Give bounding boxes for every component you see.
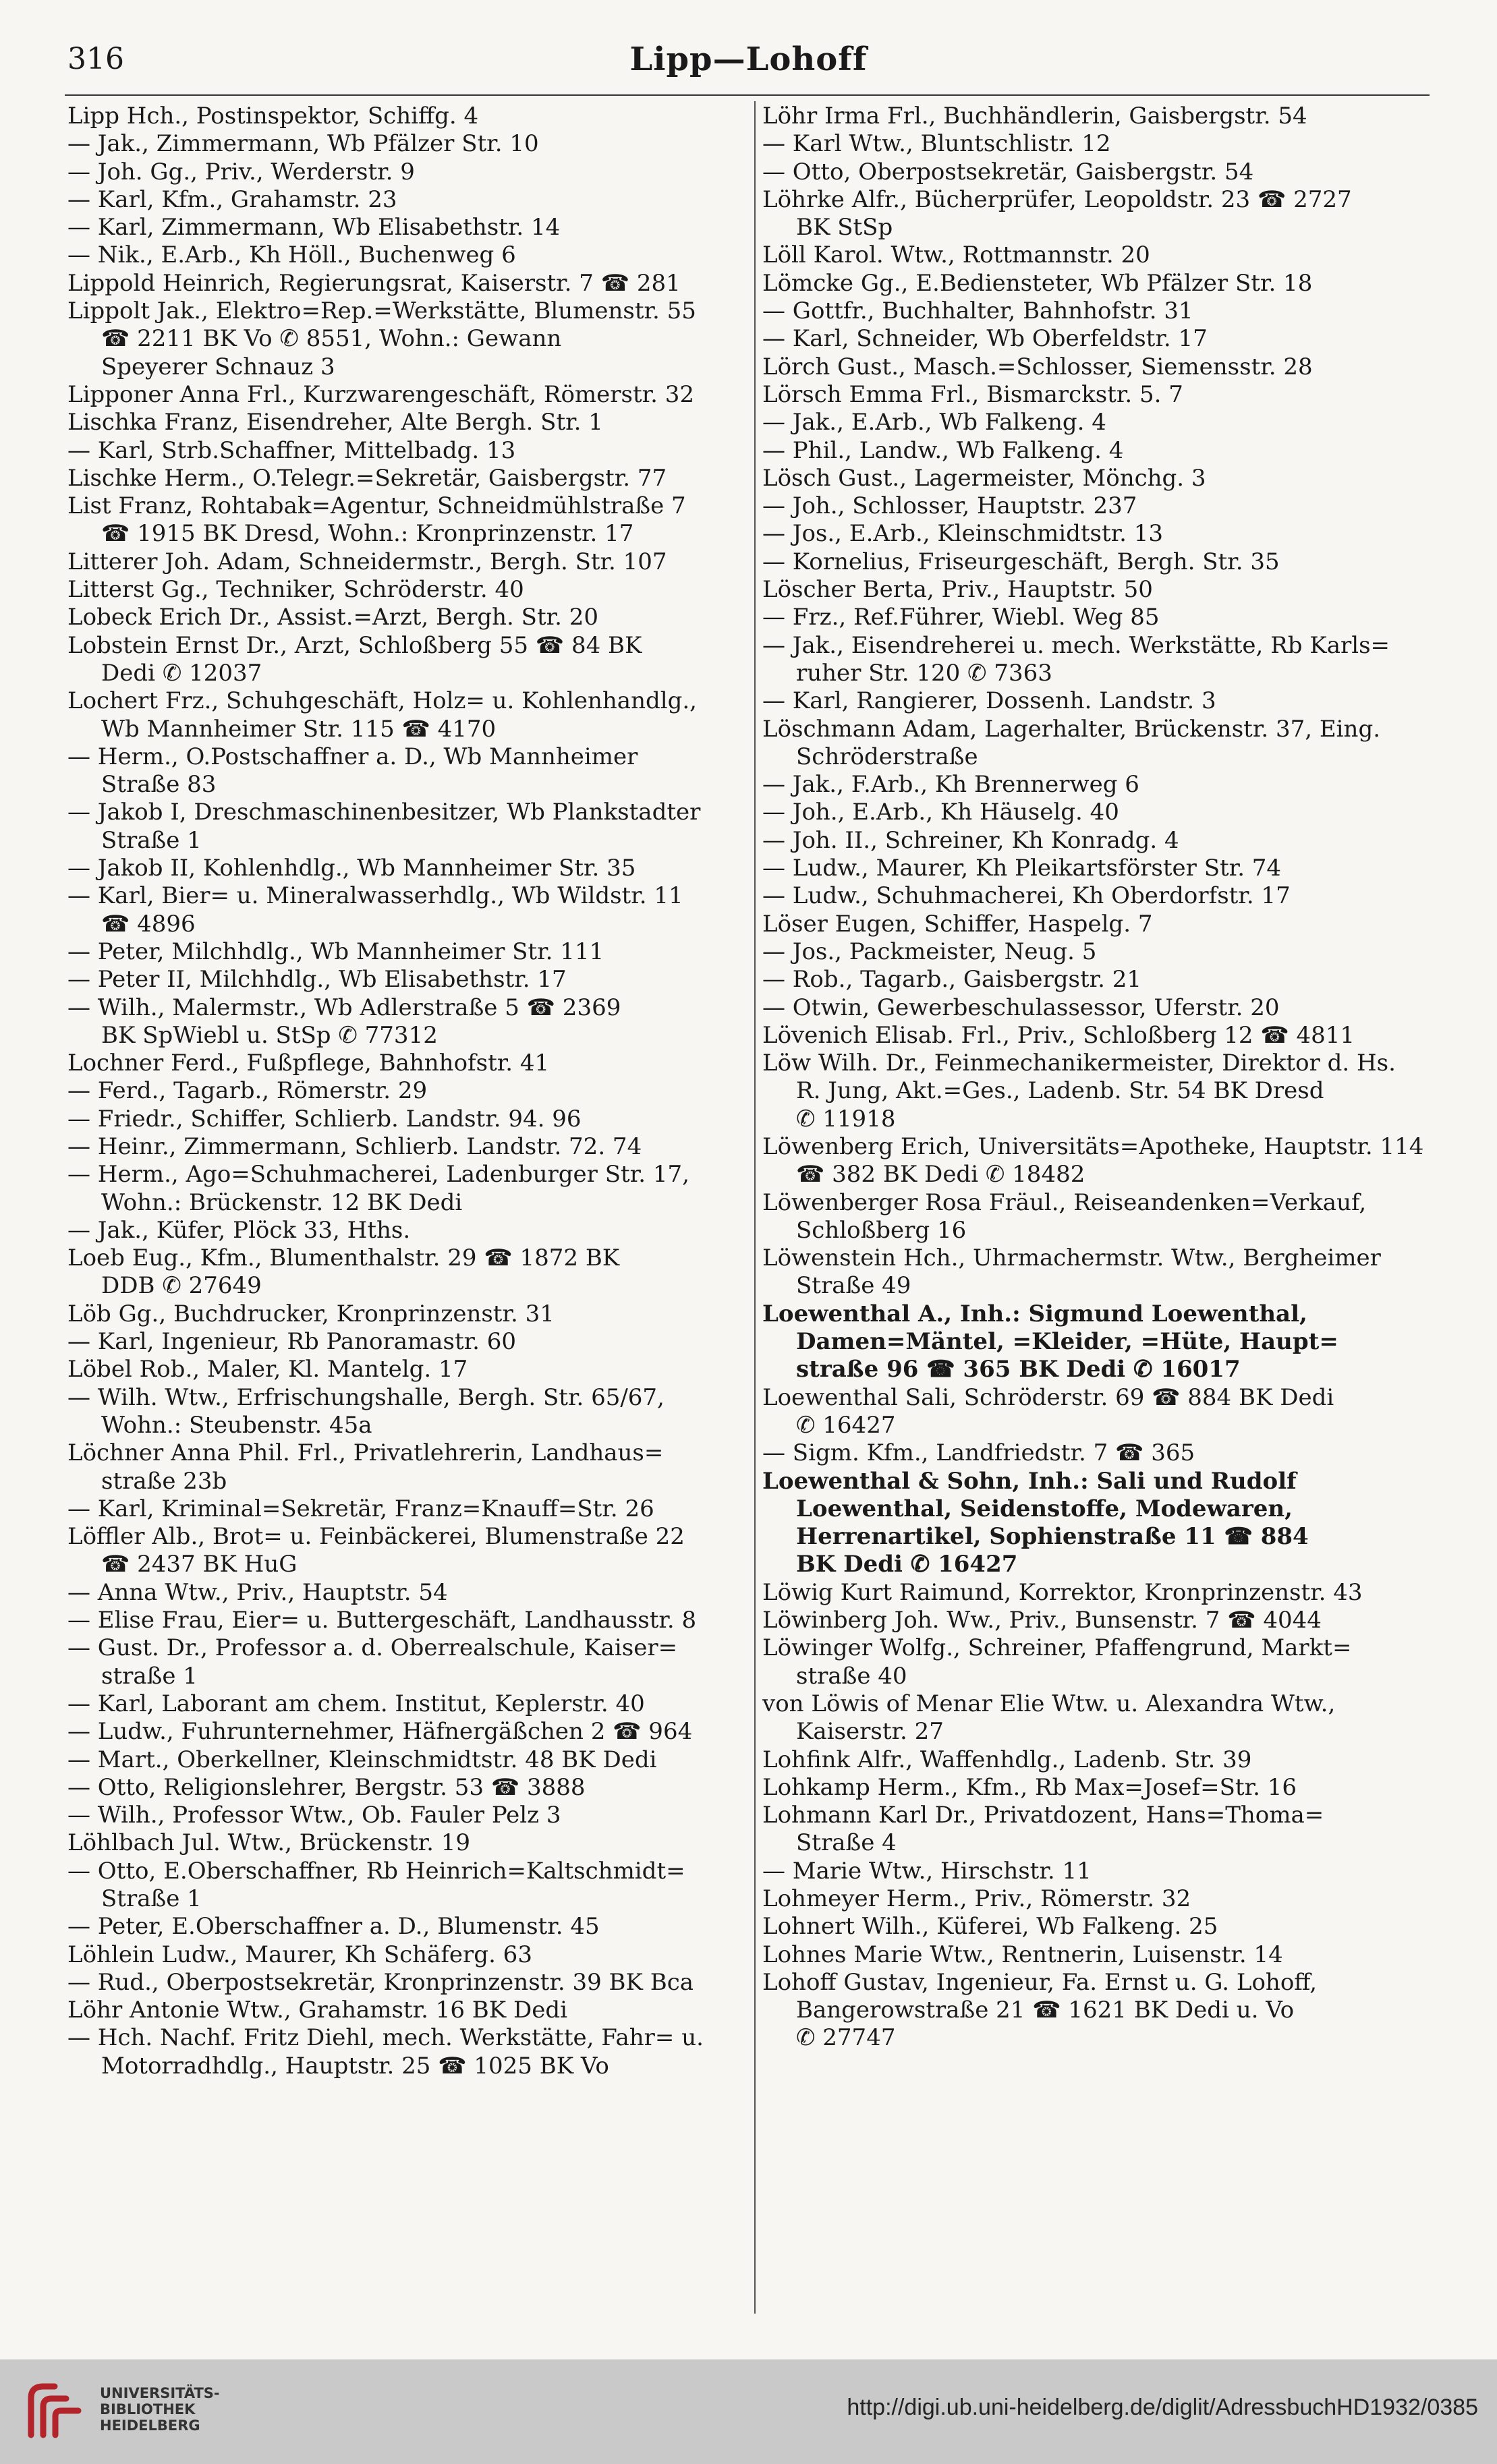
directory-entry: Löwinberg Joh. Ww., Priv., Bunsenstr. 7 ☎ 4044 — [762, 1607, 1322, 1634]
directory-entry: Lohoff Gustav, Ingenieur, Fa. Ernst u. G. Lohoff, — [762, 1968, 1318, 1996]
directory-entry: — Mart., Oberkellner, Kleinschmidtstr. 48 BK Dedi — [67, 1746, 657, 1773]
directory-entry-continuation: straße 40 — [796, 1662, 907, 1690]
directory-entry: Lohfink Alfr., Waffenhdlg., Ladenb. Str. 39 — [762, 1746, 1252, 1773]
directory-entry: Lohnes Marie Wtw., Rentnerin, Luisenstr. 14 — [762, 1941, 1283, 1968]
directory-entry: — Gottfr., Buchhalter, Bahnhofstr. 31 — [762, 297, 1193, 325]
page-number: 316 — [67, 42, 124, 76]
directory-entry-continuation: straße 23b — [101, 1467, 227, 1495]
directory-entry: — Ludw., Maurer, Kh Pleikartsförster Str. 74 — [762, 855, 1282, 882]
directory-entry: — Otto, Religionslehrer, Bergstr. 53 ☎ 3888 — [67, 1773, 586, 1801]
directory-entry: — Joh., E.Arb., Kh Häuselg. 40 — [762, 799, 1119, 826]
directory-entry: — Karl, Strb.Schaffner, Mittelbadg. 13 — [67, 436, 516, 464]
directory-entry-continuation: Motorradhdlg., Hauptstr. 25 ☎ 1025 BK Vo — [101, 2052, 609, 2080]
directory-entry-continuation: Wb Mannheimer Str. 115 ☎ 4170 — [101, 715, 497, 743]
directory-entry: Loeb Eug., Kfm., Blumenthalstr. 29 ☎ 1872 BK — [67, 1244, 620, 1272]
column-divider — [754, 101, 756, 2314]
library-name-line2: BIBLIOTHEK — [100, 2401, 196, 2417]
directory-entry: Lippolt Jak., Elektro=Rep.=Werkstätte, Blumenstr. 55 — [67, 297, 696, 325]
directory-entry-continuation: ruher Str. 120 ✆ 7363 — [796, 659, 1052, 687]
footer-bar — [0, 2359, 1497, 2464]
directory-entry: Löhrke Alfr., Bücherprüfer, Leopoldstr. 23 ☎ 2727 — [762, 185, 1352, 213]
directory-entry: Lipponer Anna Frl., Kurzwarengeschäft, Römerstr. 32 — [67, 380, 695, 408]
directory-entry: — Elise Frau, Eier= u. Buttergeschäft, Landhausstr. 8 — [67, 1607, 697, 1634]
source-url-link[interactable]: http://digi.ub.uni-heidelberg.de/diglit/AdressbuchHD1932/0385 — [847, 2395, 1478, 2420]
directory-entry-continuation: Schloßberg 16 — [796, 1216, 967, 1244]
directory-entry: Lömcke Gg., E.Bediensteter, Wb Pfälzer Str. 18 — [762, 269, 1313, 297]
directory-entry: Lochner Ferd., Fußpflege, Bahnhofstr. 41 — [67, 1050, 550, 1077]
directory-entry: — Ferd., Tagarb., Römerstr. 29 — [67, 1077, 428, 1105]
directory-entry: — Rud., Oberpostsekretär, Kronprinzenstr. 39 BK Bca — [67, 1968, 694, 1996]
directory-entry: — Karl, Schneider, Wb Oberfeldstr. 17 — [762, 325, 1208, 353]
directory-entry: — Rob., Tagarb., Gaisbergstr. 21 — [762, 966, 1142, 994]
directory-entry: — Ludw., Schuhmacherei, Kh Oberdorfstr. 17 — [762, 882, 1291, 910]
directory-entry: Löhr Irma Frl., Buchhändlerin, Gaisbergstr. 54 — [762, 103, 1307, 130]
directory-entry: Lohkamp Herm., Kfm., Rb Max=Josef=Str. 16 — [762, 1773, 1297, 1801]
directory-entry: — Karl, Kriminal=Sekretär, Franz=Knauff=Str. 26 — [67, 1495, 654, 1522]
directory-entry: Löwenberger Rosa Fräul., Reiseandenken=Verkauf, — [762, 1188, 1367, 1216]
directory-entry: Loewenthal A., Inh.: Sigmund Loewenthal, — [762, 1300, 1307, 1327]
directory-entry: — Peter, E.Oberschaffner a. D., Blumenstr. 45 — [67, 1913, 600, 1941]
directory-entry-continuation: Schröderstraße — [796, 743, 978, 770]
directory-entry-continuation: DDB ✆ 27649 — [101, 1272, 262, 1300]
directory-entry: Löhr Antonie Wtw., Grahamstr. 16 BK Dedi — [67, 1997, 568, 2024]
directory-entry-continuation: Loewenthal, Seidenstoffe, Modewaren, — [796, 1495, 1293, 1522]
directory-entry: Litterer Joh. Adam, Schneidermstr., Bergh. Str. 107 — [67, 548, 667, 575]
directory-entry: Lösch Gust., Lagermeister, Mönchg. 3 — [762, 464, 1206, 492]
directory-entry: Löchner Anna Phil. Frl., Privatlehrerin, Landhaus= — [67, 1439, 664, 1467]
directory-entry: Löffler Alb., Brot= u. Feinbäckerei, Blumenstraße 22 — [67, 1523, 685, 1551]
directory-entry: Lippold Heinrich, Regierungsrat, Kaiserstr. 7 ☎ 281 — [67, 269, 681, 297]
directory-entry: — Jakob I, Dreschmaschinenbesitzer, Wb Plankstadter — [67, 799, 701, 826]
directory-entry: — Otwin, Gewerbeschulassessor, Uferstr. 20 — [762, 994, 1280, 1021]
directory-entry: Löhlein Ludw., Maurer, Kh Schäferg. 63 — [67, 1941, 532, 1968]
directory-entry: — Karl Wtw., Bluntschlistr. 12 — [762, 130, 1111, 158]
directory-entry: Löschmann Adam, Lagerhalter, Brückenstr. 37, Eing. — [762, 715, 1381, 743]
directory-entry: Löw Wilh. Dr., Feinmechanikermeister, Direktor d. Hs. — [762, 1050, 1396, 1077]
directory-entry: — Wilh. Wtw., Erfrischungshalle, Bergh. Str. 65/67, — [67, 1383, 665, 1411]
directory-entry: Löhlbach Jul. Wtw., Brückenstr. 19 — [67, 1829, 471, 1857]
directory-entry: — Jos., E.Arb., Kleinschmidtstr. 13 — [762, 520, 1164, 548]
directory-entry-continuation: ☎ 382 BK Dedi ✆ 18482 — [796, 1161, 1085, 1188]
directory-entry-continuation: Dedi ✆ 12037 — [101, 659, 262, 687]
directory-entry-continuation: ☎ 2437 BK HuG — [101, 1551, 298, 1578]
directory-entry: Löscher Berta, Priv., Hauptstr. 50 — [762, 576, 1153, 604]
directory-entry: — Herm., Ago=Schuhmacherei, Ladenburger Str. 17, — [67, 1161, 689, 1188]
directory-entry: — Heinr., Zimmermann, Schlierb. Landstr. 72. 74 — [67, 1133, 642, 1160]
directory-entry: Löb Gg., Buchdrucker, Kronprinzenstr. 31 — [67, 1300, 555, 1327]
running-head: Lipp—Lohoff — [629, 40, 868, 78]
directory-entry: — Hch. Nachf. Fritz Diehl, mech. Werkstätte, Fahr= u. — [67, 2024, 704, 2052]
directory-entry-continuation: ✆ 16427 — [796, 1411, 896, 1439]
directory-entry: — Otto, Oberpostsekretär, Gaisbergstr. 54 — [762, 158, 1254, 185]
directory-entry: — Herm., O.Postschaffner a. D., Wb Mannheimer — [67, 743, 638, 770]
directory-entry: Löll Karol. Wtw., Rottmannstr. 20 — [762, 241, 1150, 269]
directory-entry: — Karl, Ingenieur, Rb Panoramastr. 60 — [67, 1328, 517, 1356]
directory-entry: — Karl, Rangierer, Dossenh. Landstr. 3 — [762, 687, 1216, 715]
directory-entry: — Gust. Dr., Professor a. d. Oberrealschule, Kaiser= — [67, 1634, 678, 1662]
directory-entry-continuation: Straße 1 — [101, 826, 202, 854]
directory-entry: — Nik., E.Arb., Kh Höll., Buchenweg 6 — [67, 241, 516, 269]
directory-entry-continuation: Straße 49 — [796, 1272, 911, 1300]
directory-entry: Lochert Frz., Schuhgeschäft, Holz= u. Kohlenhandlg., — [67, 687, 697, 715]
directory-entry: List Franz, Rohtabak=Agentur, Schneidmühlstraße 7 — [67, 492, 686, 520]
directory-entry-continuation: Straße 4 — [796, 1829, 897, 1857]
directory-entry: — Marie Wtw., Hirschstr. 11 — [762, 1857, 1092, 1885]
directory-entry: — Jak., F.Arb., Kh Brennerweg 6 — [762, 771, 1139, 799]
directory-entry-continuation: Herrenartikel, Sophienstraße 11 ☎ 884 — [796, 1523, 1309, 1551]
directory-entry-continuation: Wohn.: Steubenstr. 45a — [101, 1411, 372, 1439]
directory-entry: — Jakob II, Kohlenhdlg., Wb Mannheimer Str. 35 — [67, 855, 636, 882]
directory-entry: Lischke Herm., O.Telegr.=Sekretär, Gaisbergstr. 77 — [67, 464, 667, 492]
directory-entry-continuation: R. Jung, Akt.=Ges., Ladenb. Str. 54 BK Dresd — [796, 1077, 1324, 1105]
directory-entry: — Otto, E.Oberschaffner, Rb Heinrich=Kaltschmidt= — [67, 1857, 685, 1885]
directory-entry: Lörsch Emma Frl., Bismarckstr. 5. 7 — [762, 380, 1183, 408]
directory-entry: Loewenthal & Sohn, Inh.: Sali und Rudolf — [762, 1467, 1297, 1495]
directory-entry: — Sigm. Kfm., Landfriedstr. 7 ☎ 365 — [762, 1439, 1195, 1467]
directory-entry-continuation: Damen=Mäntel, =Kleider, =Hüte, Haupt= — [796, 1328, 1338, 1356]
directory-entry-continuation: ✆ 27747 — [796, 2024, 896, 2052]
directory-entry-continuation: Kaiserstr. 27 — [796, 1718, 944, 1746]
directory-entry: — Ludw., Fuhrunternehmer, Häfnergäßchen 2 ☎ 964 — [67, 1718, 693, 1746]
left-column — [67, 103, 749, 2080]
directory-entry: Loewenthal Sali, Schröderstr. 69 ☎ 884 BK Dedi — [762, 1383, 1334, 1411]
library-name — [100, 2385, 220, 2434]
directory-entry: — Jak., Eisendreherei u. mech. Werkstätte, Rb Karls= — [762, 631, 1390, 659]
directory-entry: — Joh. Gg., Priv., Werderstr. 9 — [67, 158, 415, 185]
directory-entry-continuation: straße 1 — [101, 1662, 198, 1690]
header-rule — [65, 94, 1430, 96]
directory-entry: Lobeck Erich Dr., Assist.=Arzt, Bergh. Str. 20 — [67, 604, 598, 631]
directory-entry-continuation: ☎ 4896 — [101, 910, 196, 938]
directory-entry: — Wilh., Professor Wtw., Ob. Fauler Pelz 3 — [67, 1802, 561, 1829]
directory-entry: Lobstein Ernst Dr., Arzt, Schloßberg 55 ☎ 84 BK — [67, 631, 642, 659]
directory-entry: — Jak., Küfer, Plöck 33, Hths. — [67, 1216, 411, 1244]
directory-entry: Litterst Gg., Techniker, Schröderstr. 40 — [67, 576, 524, 604]
directory-entry: von Löwis of Menar Elie Wtw. u. Alexandra Wtw., — [762, 1690, 1336, 1717]
directory-entry-continuation: ☎ 2211 BK Vo ✆ 8551, Wohn.: Gewann — [101, 325, 562, 353]
directory-entry: Löwinger Wolfg., Schreiner, Pfaffengrund, Markt= — [762, 1634, 1352, 1662]
directory-entry: — Frz., Ref.Führer, Wiebl. Weg 85 — [762, 604, 1160, 631]
directory-entry: — Peter II, Milchhdlg., Wb Elisabethstr. 17 — [67, 966, 567, 994]
directory-entry: Löwenberg Erich, Universitäts=Apotheke, Hauptstr. 114 — [762, 1133, 1424, 1160]
library-name-line1: UNIVERSITÄTS- — [100, 2385, 220, 2401]
directory-entry: — Peter, Milchhdlg., Wb Mannheimer Str. 111 — [67, 938, 604, 965]
directory-entry: Löbel Rob., Maler, Kl. Mantelg. 17 — [67, 1356, 468, 1383]
directory-entry-continuation: Speyerer Schnauz 3 — [101, 353, 335, 380]
directory-entry: — Karl, Kfm., Grahamstr. 23 — [67, 185, 397, 213]
directory-entry-continuation: ☎ 1915 BK Dresd, Wohn.: Kronprinzenstr. 17 — [101, 520, 634, 548]
directory-entry-continuation: Wohn.: Brückenstr. 12 BK Dedi — [101, 1188, 463, 1216]
directory-entry-continuation: BK SpWiebl u. StSp ✆ 77312 — [101, 1021, 438, 1049]
library-logo-icon — [18, 2374, 92, 2448]
directory-entry: Lischka Franz, Eisendreher, Alte Bergh. Str. 1 — [67, 409, 603, 436]
directory-entry: — Jak., Zimmermann, Wb Pfälzer Str. 10 — [67, 130, 539, 158]
directory-entry: — Joh., Schlosser, Hauptstr. 237 — [762, 492, 1137, 520]
directory-entry-continuation: Straße 83 — [101, 771, 217, 799]
directory-entry: — Karl, Laborant am chem. Institut, Keplerstr. 40 — [67, 1690, 645, 1717]
directory-entry: Löser Eugen, Schiffer, Haspelg. 7 — [762, 910, 1153, 938]
directory-entry-continuation: BK StSp — [796, 214, 893, 241]
directory-entry: Lohmeyer Herm., Priv., Römerstr. 32 — [762, 1885, 1191, 1912]
directory-entry: — Jak., E.Arb., Wb Falkeng. 4 — [762, 409, 1106, 436]
directory-entry: — Jos., Packmeister, Neug. 5 — [762, 938, 1097, 965]
directory-entry: — Phil., Landw., Wb Falkeng. 4 — [762, 436, 1124, 464]
directory-entry-continuation: Straße 1 — [101, 1885, 202, 1912]
directory-entry: — Joh. II., Schreiner, Kh Konradg. 4 — [762, 826, 1179, 854]
directory-entry: Lörch Gust., Masch.=Schlosser, Siemensstr. 28 — [762, 353, 1313, 380]
library-name-line3: HEIDELBERG — [100, 2417, 200, 2434]
directory-entry: — Kornelius, Friseurgeschäft, Bergh. Str. 35 — [762, 548, 1280, 575]
directory-entry: Löwig Kurt Raimund, Korrektor, Kronprinzenstr. 43 — [762, 1578, 1363, 1606]
directory-entry: — Karl, Bier= u. Mineralwasserhdlg., Wb Wildstr. 11 — [67, 882, 683, 910]
directory-entry: Löwenstein Hch., Uhrmachermstr. Wtw., Bergheimer — [762, 1244, 1381, 1272]
directory-entry: — Anna Wtw., Priv., Hauptstr. 54 — [67, 1578, 448, 1606]
directory-entry-continuation: Bangerowstraße 21 ☎ 1621 BK Dedi u. Vo — [796, 1997, 1295, 2024]
directory-entry: — Wilh., Malermstr., Wb Adlerstraße 5 ☎ 2369 — [67, 994, 621, 1021]
directory-entry-continuation: ✆ 11918 — [796, 1105, 896, 1133]
directory-entry: — Karl, Zimmermann, Wb Elisabethstr. 14 — [67, 214, 561, 241]
directory-entry: Lövenich Elisab. Frl., Priv., Schloßberg 12 ☎ 4811 — [762, 1021, 1355, 1049]
directory-entry: Lohnert Wilh., Küferei, Wb Falkeng. 25 — [762, 1913, 1218, 1941]
directory-entry: — Friedr., Schiffer, Schlierb. Landstr. 94. 96 — [67, 1105, 582, 1133]
right-column — [762, 103, 1444, 2053]
directory-entry: Lipp Hch., Postinspektor, Schiffg. 4 — [67, 103, 479, 130]
directory-entry-continuation: BK Dedi ✆ 16427 — [796, 1551, 1018, 1578]
directory-entry: Lohmann Karl Dr., Privatdozent, Hans=Thoma= — [762, 1802, 1324, 1829]
directory-entry-continuation: straße 96 ☎ 365 BK Dedi ✆ 16017 — [796, 1356, 1241, 1383]
